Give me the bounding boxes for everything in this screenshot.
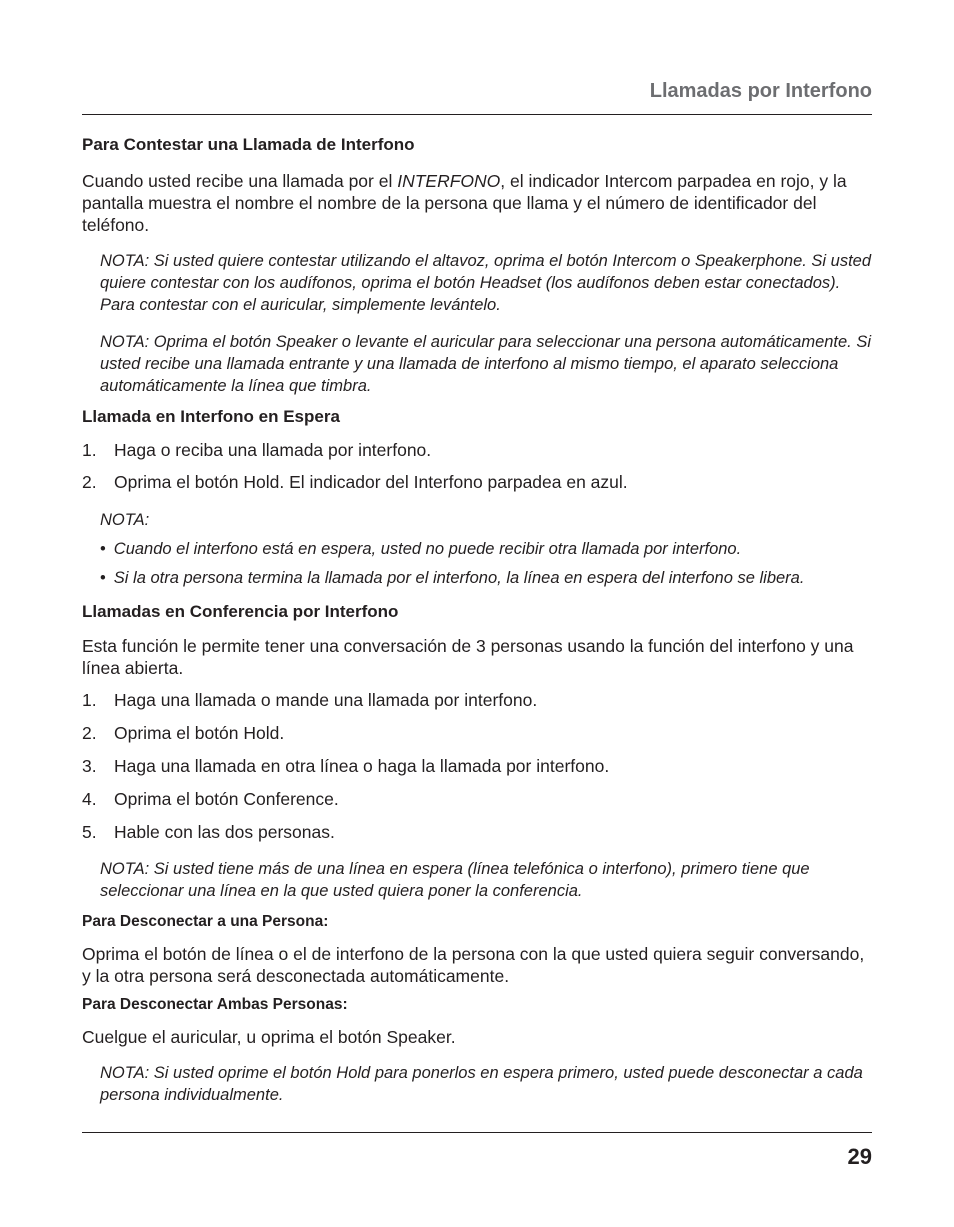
subheading-disconnect-both: Para Desconectar Ambas Personas: xyxy=(82,996,348,1013)
section-heading-conference: Llamadas en Conferencia por Interfono xyxy=(82,602,399,621)
paragraph-text-start: Cuando usted recibe una llamada por el xyxy=(82,171,398,191)
page-header-title: Llamadas por Interfono xyxy=(649,80,872,102)
step-text: Oprima el botón Hold. xyxy=(114,723,285,743)
list-item xyxy=(82,722,872,744)
note-label: NOTA: xyxy=(100,511,150,529)
note-answer-methods: NOTA: Si usted quiere contestar utilizando el altavoz, oprima el botón Intercom o Speakerphone. Si usted quiere contestar con los audífonos, oprima el botón Headset (los audífonos deben estar conectados). Para contestar con el auricular, simplemente levántelo. xyxy=(100,252,872,314)
footer-divider xyxy=(82,1132,872,1133)
step-number: 2. xyxy=(82,723,97,743)
subheading-disconnect-one: Para Desconectar a una Persona: xyxy=(82,913,329,930)
step-number: 3. xyxy=(82,756,97,776)
bullet-text: Cuando el interfono está en espera, usted no puede recibir otra llamada por interfono. xyxy=(113,540,742,558)
page-number: 29 xyxy=(847,1144,872,1169)
step-number: 1. xyxy=(82,690,97,710)
step-text: Hable con las dos personas. xyxy=(114,822,335,842)
disconnect-both-text: Cuelgue el auricular, u oprima el botón Speaker. xyxy=(82,1027,456,1047)
header-divider xyxy=(82,114,872,115)
answer-intercom-paragraph xyxy=(82,170,872,236)
paragraph-text-end: , el indicador Intercom parpadea en rojo, y la pantalla muestra el nombre el nombre de la persona que llama y el número de identificador del teléfono. xyxy=(82,171,847,235)
conference-intro: Esta función le permite tener una conversación de 3 personas usando la función del interfono y una línea abierta. xyxy=(82,636,854,678)
step-text: Haga una llamada en otra línea o haga la llamada por interfono. xyxy=(114,756,610,776)
step-number: 1. xyxy=(82,440,97,460)
list-item xyxy=(82,788,872,810)
list-item xyxy=(82,471,872,493)
step-text: Oprima el botón Conference. xyxy=(114,789,339,809)
step-text: Haga o reciba una llamada por interfono. xyxy=(114,440,432,460)
page-content xyxy=(82,130,872,1106)
intercom-hold-steps xyxy=(82,439,872,493)
list-item xyxy=(82,439,872,461)
step-number: 4. xyxy=(82,789,97,809)
bullet-text: Si la otra persona termina la llamada por el interfono, la línea en espera del interfono se libera. xyxy=(113,569,805,587)
step-text: Haga una llamada o mande una llamada por interfono. xyxy=(114,690,538,710)
list-item xyxy=(82,821,872,843)
note-automatic-selection: NOTA: Oprima el botón Speaker o levante el auricular para seleccionar una persona automáticamente. Si usted recibe una llamada entrante y una llamada de interfono al mismo tiempo, el aparato selecciona automáticamente la línea que timbra. xyxy=(100,333,872,395)
section-heading-intercom-hold: Llamada en Interfono en Espera xyxy=(82,407,340,426)
list-item xyxy=(82,755,872,777)
bullet-note xyxy=(100,567,872,589)
bullet-mark: • xyxy=(100,569,106,587)
note-disconnect-individually: NOTA: Si usted oprime el botón Hold para ponerlos en espera primero, usted puede desconectar a cada persona individualmente. xyxy=(100,1064,863,1104)
intercom-emphasis: INTERFONO xyxy=(397,171,501,191)
note-conference: NOTA: Si usted tiene más de una línea en espera (línea telefónica o interfono), primero tiene que seleccionar una línea en la que usted quiera poner la conferencia. xyxy=(100,860,810,900)
disconnect-one-text: Oprima el botón de línea o el de interfono de la persona con la que usted quiera seguir conversando, y la otra persona será desconectada automáticamente. xyxy=(82,944,865,986)
bullet-note xyxy=(100,538,872,560)
step-number: 5. xyxy=(82,822,97,842)
list-item xyxy=(82,689,872,711)
bullet-mark: • xyxy=(100,540,106,558)
step-text: Oprima el botón Hold. El indicador del Interfono parpadea en azul. xyxy=(114,472,628,492)
section-heading-answer-intercom: Para Contestar una Llamada de Interfono xyxy=(82,135,415,154)
conference-steps xyxy=(82,689,872,843)
step-number: 2. xyxy=(82,472,97,492)
